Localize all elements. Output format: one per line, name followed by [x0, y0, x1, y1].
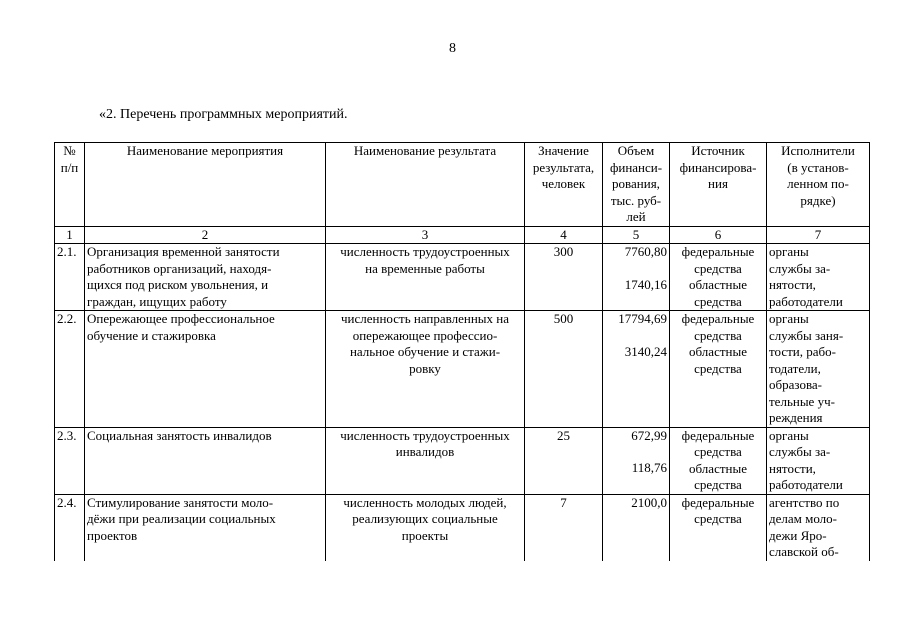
event-name: Организация временной занятости работников организаций, находя- щихся под риском увольнения, и граждан, ищущих работу [85, 244, 326, 311]
funding-source: федеральные средства областные средства [670, 244, 767, 311]
table-row [55, 494, 870, 561]
header-result: Наименование результата [326, 143, 525, 227]
result-name: численность направленных на опережающее профессио- нальное обучение и стажи- ровку [326, 311, 525, 428]
executors: органы службы за- нятости, работодатели [767, 427, 870, 494]
executors: агентство по делам моло- дежи Яро- славской об- [767, 494, 870, 561]
column-number: 7 [767, 226, 870, 244]
column-number: 4 [525, 226, 603, 244]
funding-amount: 672,99 118,76 [603, 427, 670, 494]
result-name: численность молодых людей, реализующих социальные проекты [326, 494, 525, 561]
event-name: Стимулирование занятости моло- дёжи при реализации социальных проектов [85, 494, 326, 561]
funding-amount: 2100,0 [603, 494, 670, 561]
column-number: 1 [55, 226, 85, 244]
row-number: 2.4. [55, 494, 85, 561]
funding-source: федеральные средства областные средства [670, 311, 767, 428]
result-value: 7 [525, 494, 603, 561]
funding-amount: 7760,80 1740,16 [603, 244, 670, 311]
event-name: Опережающее профессиональное обучение и стажировка [85, 311, 326, 428]
section-title: «2. Перечень программных мероприятий. [99, 107, 348, 122]
column-number: 5 [603, 226, 670, 244]
result-value: 500 [525, 311, 603, 428]
result-name: численность трудоустроенных инвалидов [326, 427, 525, 494]
header-value: Значение результата, человек [525, 143, 603, 227]
page-number: 8 [449, 41, 456, 56]
row-number: 2.3. [55, 427, 85, 494]
header-num: № п/п [55, 143, 85, 227]
event-name: Социальная занятость инвалидов [85, 427, 326, 494]
column-number: 6 [670, 226, 767, 244]
program-events-table [54, 142, 870, 561]
funding-amount: 17794,69 3140,24 [603, 311, 670, 428]
executors: органы службы за- нятости, работодатели [767, 244, 870, 311]
result-name: численность трудоустроенных на временные работы [326, 244, 525, 311]
header-event: Наименование мероприятия [85, 143, 326, 227]
header-volume: Объем финанси- рования, тыс. руб- лей [603, 143, 670, 227]
header-source: Источник финансирова- ния [670, 143, 767, 227]
executors: органы службы заня- тости, рабо- тодатели, образова- тельные уч- реждения [767, 311, 870, 428]
funding-source: федеральные средства [670, 494, 767, 561]
column-number: 3 [326, 226, 525, 244]
result-value: 300 [525, 244, 603, 311]
table-row [55, 427, 870, 494]
row-number: 2.2. [55, 311, 85, 428]
column-number: 2 [85, 226, 326, 244]
column-numbers-row [55, 226, 870, 244]
funding-source: федеральные средства областные средства [670, 427, 767, 494]
result-value: 25 [525, 427, 603, 494]
header-executors: Исполнители (в установ- ленном по- рядке) [767, 143, 870, 227]
table-header-row [55, 143, 870, 227]
row-number: 2.1. [55, 244, 85, 311]
table-row [55, 311, 870, 428]
table-row [55, 244, 870, 311]
